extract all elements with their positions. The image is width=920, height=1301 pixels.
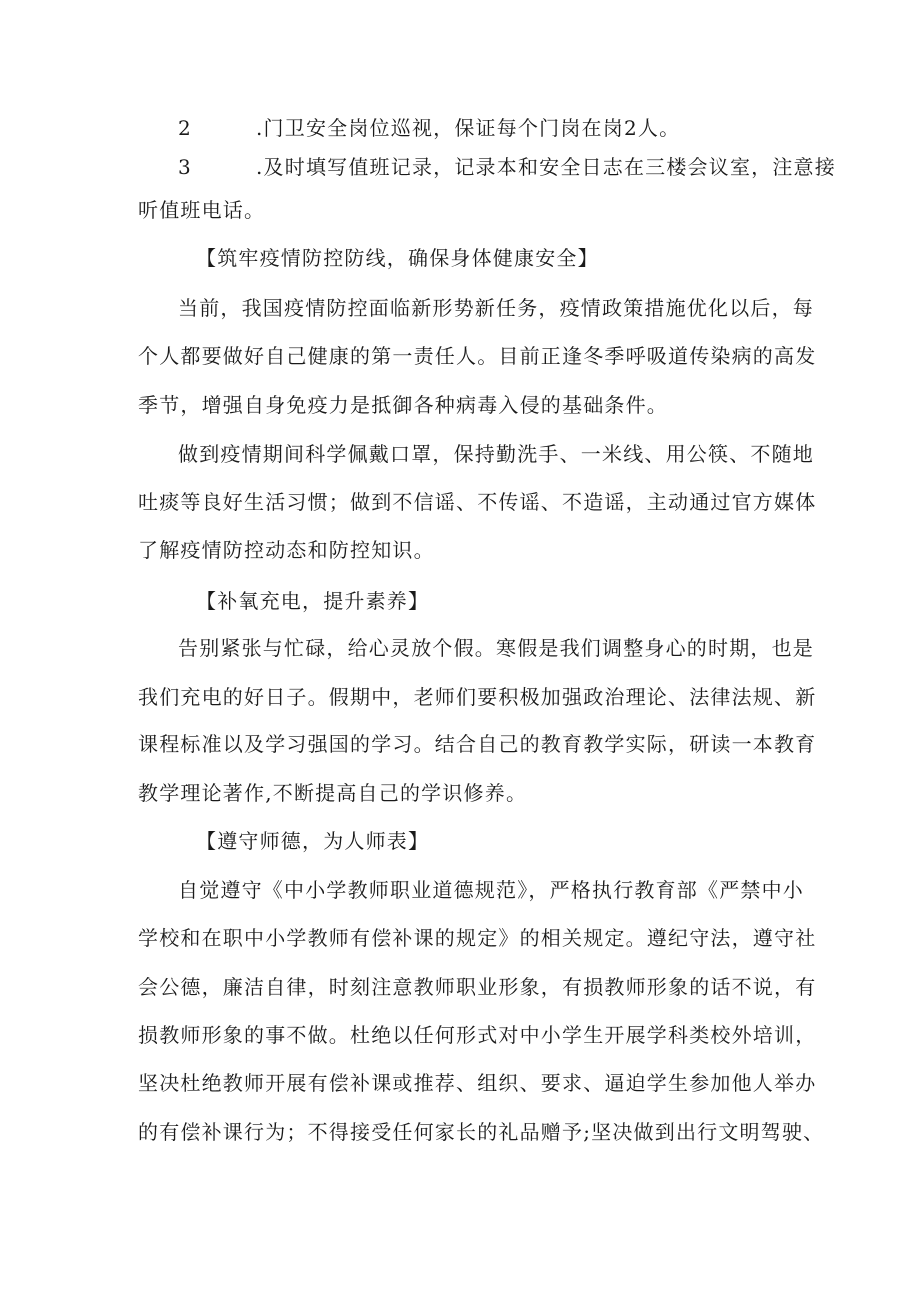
list-item-number: 2: [178, 116, 192, 140]
paragraph-line: 我们充电的好日子。假期中，老师们要积极加强政治理论、法律法规、新: [138, 685, 817, 709]
paragraph-line: 当前，我国疫情防控面临新形势新任务，疫情政策措施优化以后，每: [178, 296, 814, 320]
list-item-number: 3: [178, 155, 192, 179]
paragraph-line: 的有偿补课行为；不得接受任何家长的礼品赠予;坚决做到出行文明驾驶、: [138, 1120, 825, 1144]
list-item-text: .门卫安全岗位巡视，保证每个门岗在岗2人。: [256, 116, 681, 140]
paragraph-line: 坚决杜绝教师开展有偿补课或推荐、组织、要求、逼迫学生参加他人举办: [138, 1071, 817, 1095]
paragraph-line: 了解疫情防控动态和防控知识。: [138, 538, 435, 562]
list-item-3: [178, 157, 836, 177]
paragraph-line: 损教师形象的事不做。杜绝以任何形式对中小学生开展学科类校外培训，: [138, 1023, 817, 1047]
paragraph-line: 教学理论著作,不断提高自己的学识修养。: [138, 781, 528, 805]
paragraph-line: 做到疫情期间科学佩戴口罩，保持勤洗手、一米线、用公筷、不随地: [178, 442, 814, 466]
section-heading-recharge: 【补氧充电，提升素养】: [196, 589, 430, 613]
paragraph-line: 课程标准以及学习强国的学习。结合自己的教育教学实际，研读一本教育: [138, 732, 817, 756]
paragraph-line: 会公德，廉洁自律，时刻注意教师职业形象，有损教师形象的话不说，有: [138, 975, 817, 999]
list-item-3-continuation: 听值班电话。: [138, 198, 266, 222]
paragraph-line: 个人都要做好自己健康的第一责任人。目前正逢冬季呼吸道传染病的高发: [138, 344, 817, 368]
paragraph-line: 季节，增强自身免疫力是抵御各种病毒入侵的基础条件。: [138, 393, 668, 417]
list-item-2: [178, 118, 680, 138]
paragraph-line: 吐痰等良好生活习惯；做到不信谣、不传谣、不造谣，主动通过官方媒体: [138, 490, 817, 514]
list-item-text: .及时填写值班记录，记录本和安全日志在三楼会议室，注意接: [256, 155, 836, 179]
paragraph-line: 自觉遵守《中小学教师职业道德规范》，严格执行教育部《严禁中小: [178, 878, 804, 902]
section-heading-ethics: 【遵守师德，为人师表】: [196, 829, 430, 853]
paragraph-line: 告别紧张与忙碌，给心灵放个假。寒假是我们调整身心的时期，也是: [178, 636, 814, 660]
section-heading-epidemic: 【筑牢疫情防控防线，确保身体健康安全】: [196, 246, 599, 270]
paragraph-line: 学校和在职中小学教师有偿补课的规定》的相关规定。遵纪守法，遵守社: [138, 926, 817, 950]
